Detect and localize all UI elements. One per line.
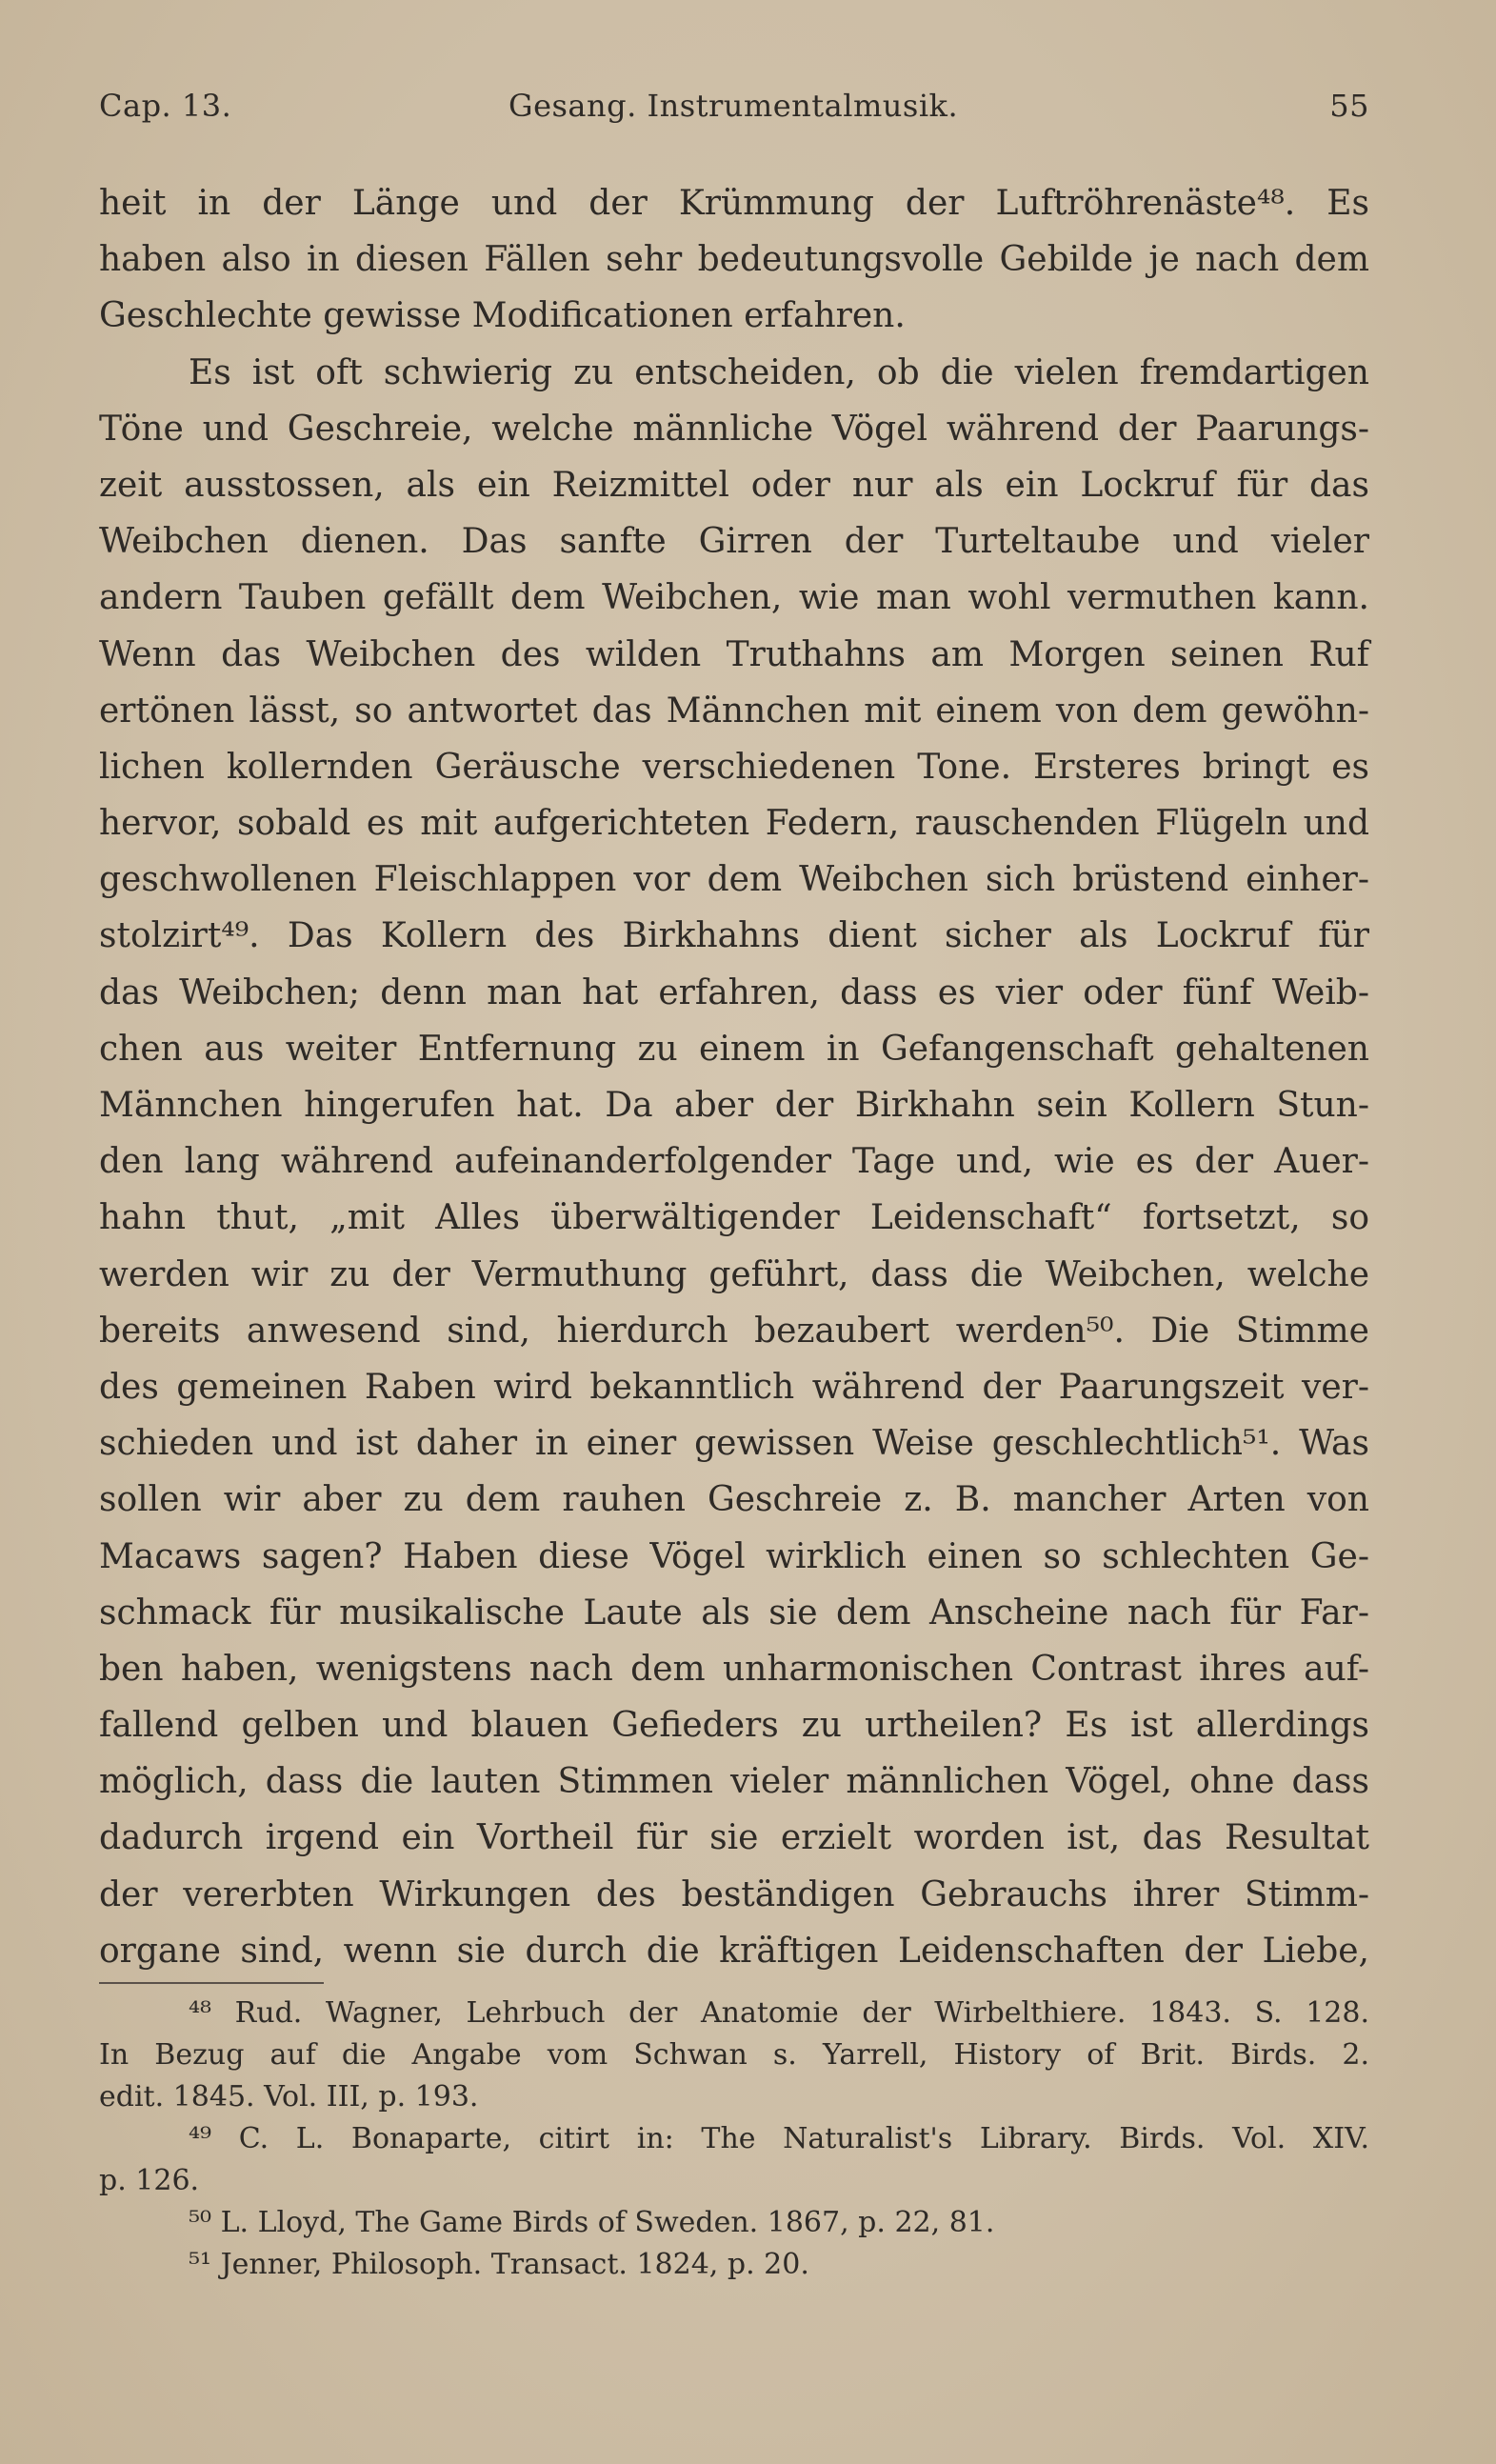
text-line: andern Tauben gefällt dem Weibchen, wie man wohl vermuthen kann. — [99, 578, 1369, 618]
text-line: werden wir zu der Vermuthung geführt, dass die Weibchen, welche — [99, 1254, 1369, 1294]
text-line: chen aus weiter Entfernung zu einem in Gefangenschaft gehaltenen — [99, 1029, 1369, 1069]
footnote-line: edit. 1845. Vol. III, p. 193. — [99, 2080, 479, 2113]
text-line: Weibchen dienen. Das sanfte Girren der Turteltaube und vieler — [99, 522, 1369, 562]
footnotes — [99, 1993, 1369, 2286]
text-line: Geschlechte gewisse Modificationen erfahren. — [99, 296, 906, 336]
text-line: sollen wir aber zu dem rauhen Geschreie z. B. mancher Arten von — [99, 1480, 1369, 1520]
text-line: Es ist oft schwierig zu entscheiden, ob die vielen fremdartigen — [189, 352, 1369, 392]
text-line: der vererbten Wirkungen des beständigen Gebrauchs ihrer Stimm- — [99, 1874, 1369, 1914]
footnote-line: p. 126. — [99, 2164, 200, 2197]
text-line: bereits anwesend sind, hierdurch bezaubert werden⁵⁰. Die Stimme — [99, 1311, 1369, 1351]
text-line: Macaws sagen? Haben diese Vögel wirklich einen so schlechten Ge- — [99, 1536, 1369, 1576]
text-line: Männchen hingerufen hat. Da aber der Birkhahn sein Kollern Stun- — [99, 1086, 1369, 1125]
text-line: ertönen lässt, so antwortet das Männchen mit einem von dem gewöhn- — [99, 691, 1369, 731]
text-line: ben haben, wenigstens nach dem unharmonischen Contrast ihres auf- — [99, 1649, 1369, 1689]
footnote-line: ⁴⁸ Rud. Wagner, Lehrbuch der Anatomie der Wirbelthiere. 1843. S. 128. — [189, 1996, 1369, 2030]
text-line: Töne und Geschreie, welche männliche Vögel während der Paarungs- — [99, 409, 1369, 449]
text-line: möglich, dass die lauten Stimmen vieler männlichen Vögel, ohne dass — [99, 1762, 1369, 1802]
running-title: Gesang. Instrumentalmusik. — [509, 88, 959, 124]
text-line: hervor, sobald es mit aufgerichteten Federn, rauschenden Flügeln und — [99, 804, 1369, 844]
text-line: schieden und ist daher in einer gewissen Weise geschlechtlich⁵¹. Was — [99, 1424, 1369, 1464]
text-line: das Weibchen; denn man hat erfahren, dass es vier oder fünf Weib- — [99, 972, 1369, 1012]
text-line: haben also in diesen Fällen sehr bedeutungsvolle Gebilde je nach dem — [99, 240, 1369, 280]
text-line: hahn thut, „mit Alles überwältigender Leidenschaft“ fortsetzt, so — [99, 1198, 1369, 1238]
footnote-line: ⁴⁹ C. L. Bonaparte, citirt in: The Naturalist's Library. Birds. Vol. XIV. — [189, 2122, 1369, 2155]
text-line: lichen kollernden Geräusche verschiedenen Tone. Ersteres bringt es — [99, 747, 1369, 787]
footnote-line: In Bezug auf die Angabe vom Schwan s. Yarrell, History of Brit. Birds. 2. — [99, 2038, 1369, 2072]
footnote-line: ⁵⁰ L. Lloyd, The Game Birds of Sweden. 1867, p. 22, 81. — [189, 2206, 995, 2239]
text-line: den lang während aufeinanderfolgender Tage und, wie es der Auer- — [99, 1142, 1369, 1182]
body-text — [99, 175, 1369, 1979]
running-header — [99, 88, 1369, 135]
footnote-line: ⁵¹ Jenner, Philosoph. Transact. 1824, p. 20. — [189, 2248, 809, 2281]
text-line: des gemeinen Raben wird bekanntlich während der Paarungszeit ver- — [99, 1367, 1369, 1407]
text-line: dadurch irgend ein Vortheil für sie erzielt worden ist, das Resultat — [99, 1818, 1369, 1858]
footnote-divider — [99, 1982, 324, 1984]
text-line: zeit ausstossen, als ein Reizmittel oder nur als ein Lockruf für das — [99, 465, 1369, 505]
text-line: organe sind, wenn sie durch die kräftigen Leidenschaften der Liebe, — [99, 1931, 1369, 1971]
text-line: heit in der Länge und der Krümmung der Luftröhrenäste⁴⁸. Es — [99, 184, 1369, 223]
text-line: schmack für musikalische Laute als sie dem Anscheine nach für Far- — [99, 1593, 1369, 1633]
text-line: stolzirt⁴⁹. Das Kollern des Birkhahns dient sicher als Lockruf für — [99, 916, 1369, 956]
page-number: 55 — [1329, 88, 1369, 124]
text-line: geschwollenen Fleischlappen vor dem Weibchen sich brüstend einher- — [99, 860, 1369, 900]
chapter-label: Cap. 13. — [99, 88, 232, 124]
text-line: fallend gelben und blauen Gefieders zu urtheilen? Es ist allerdings — [99, 1706, 1369, 1746]
text-line: Wenn das Weibchen des wilden Truthahns am Morgen seinen Ruf — [99, 634, 1369, 674]
